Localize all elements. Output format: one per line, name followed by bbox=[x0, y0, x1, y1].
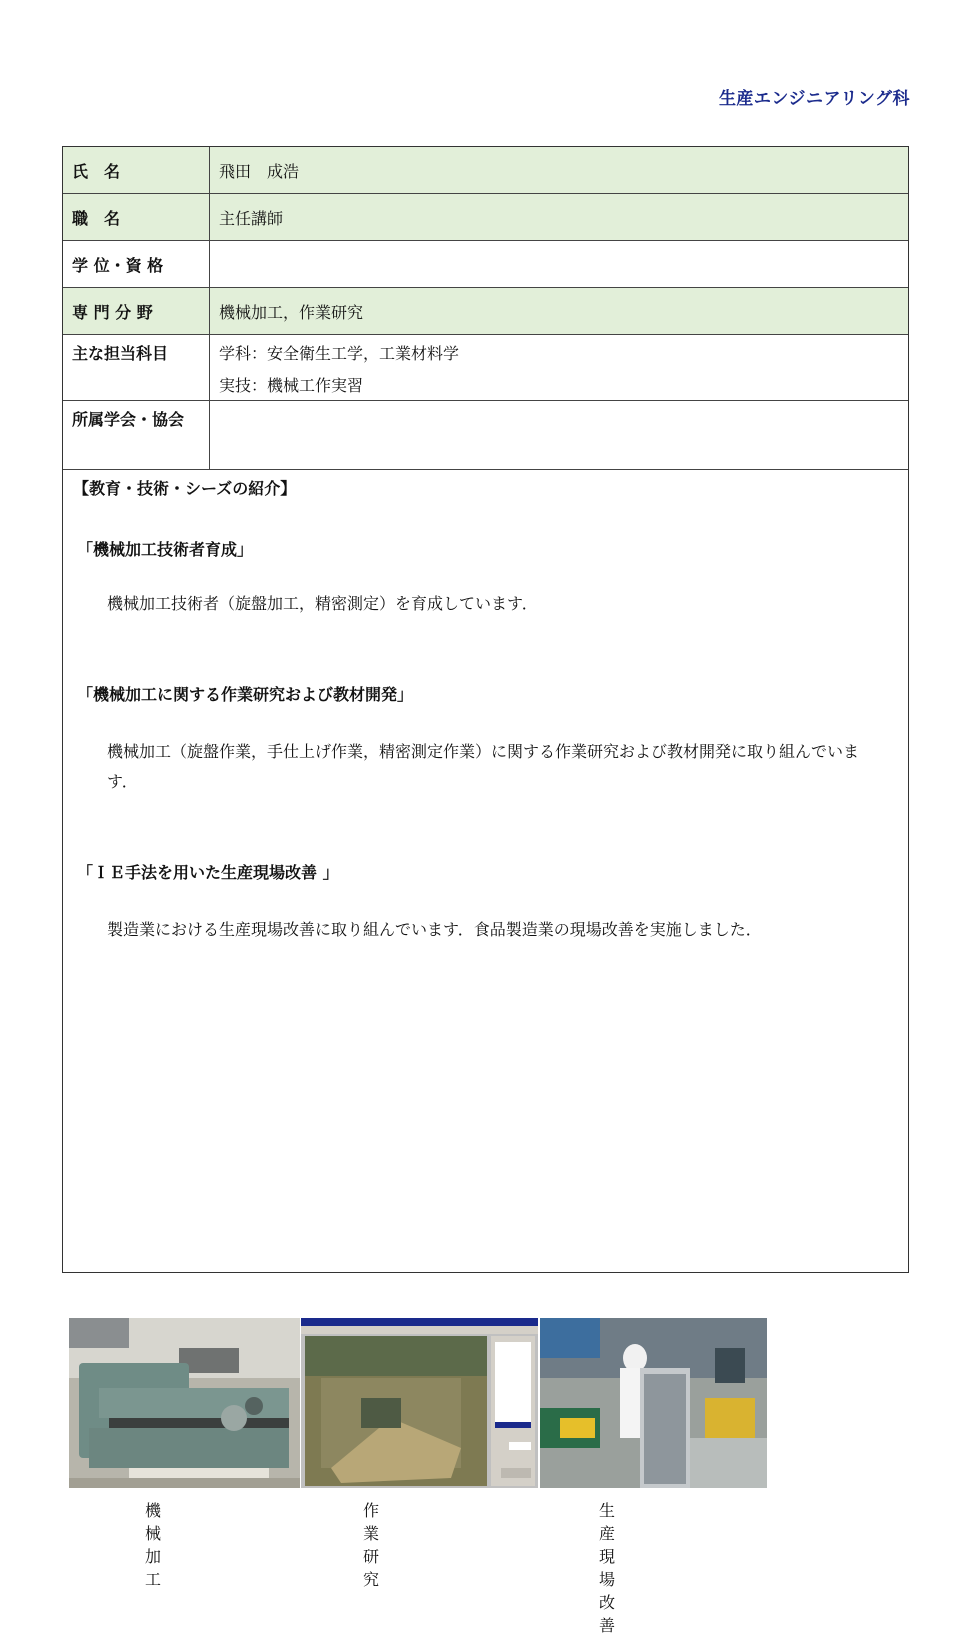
profile-table bbox=[63, 147, 908, 470]
factory-improvement-photo bbox=[540, 1318, 767, 1488]
section-body-3: 製造業における生産現場改善に取り組んでいます．食品製造業の現場改善を実施しました． bbox=[107, 920, 762, 939]
intro-heading: 【教育・技術・シーズの紹介】 bbox=[73, 479, 297, 498]
courses-value bbox=[210, 335, 909, 401]
field-value: 機械加工，作業研究 bbox=[210, 288, 909, 335]
work-study-photo bbox=[301, 1318, 538, 1488]
section-title-3: 「ＩＥ手法を用いた生産現場改善 」 bbox=[77, 863, 339, 882]
degree-value bbox=[210, 241, 909, 288]
title-value: 主任講師 bbox=[210, 194, 909, 241]
caption-factory: 生産現場改善 bbox=[599, 1501, 616, 1635]
row-field bbox=[63, 288, 908, 335]
row-society bbox=[63, 401, 908, 470]
row-name bbox=[63, 147, 908, 194]
section-body-1: 機械加工技術者（旋盤加工，精密測定）を育成しています． bbox=[107, 594, 538, 613]
lathe-photo bbox=[69, 1318, 300, 1488]
field-label: 専 門 分 野 bbox=[63, 288, 210, 335]
caption-work-study: 作業研究 bbox=[363, 1501, 380, 1589]
courses-line-1: 学科：安全衛生工学，工業材料学 bbox=[219, 344, 460, 363]
society-label: 所属学会・協会 bbox=[63, 401, 210, 470]
row-courses bbox=[63, 335, 908, 401]
section-title-1: 「機械加工技術者育成」 bbox=[77, 540, 254, 559]
section-title-2: 「機械加工に関する作業研究および教材開発」 bbox=[77, 685, 414, 704]
name-value: 飛田 成浩 bbox=[210, 147, 909, 194]
profile-sheet bbox=[62, 146, 909, 1635]
row-degree bbox=[63, 241, 908, 288]
name-label: 氏 名 bbox=[63, 147, 210, 194]
section-body-2: 機械加工（旋盤作業，手仕上げ作業，精密測定作業）に関する作業研究および教材開発に取り組んでいます． bbox=[107, 742, 860, 791]
courses-label: 主な担当科目 bbox=[63, 335, 210, 401]
courses-line-2: 実技：機械工作実習 bbox=[219, 376, 364, 395]
title-label: 職 名 bbox=[63, 194, 210, 241]
society-value bbox=[210, 401, 909, 470]
row-title bbox=[63, 194, 908, 241]
caption-lathe: 機械加工 bbox=[145, 1501, 162, 1589]
department-title: 生産エンジニアリング科 bbox=[718, 89, 910, 109]
degree-label: 学 位・資 格 bbox=[63, 241, 210, 288]
